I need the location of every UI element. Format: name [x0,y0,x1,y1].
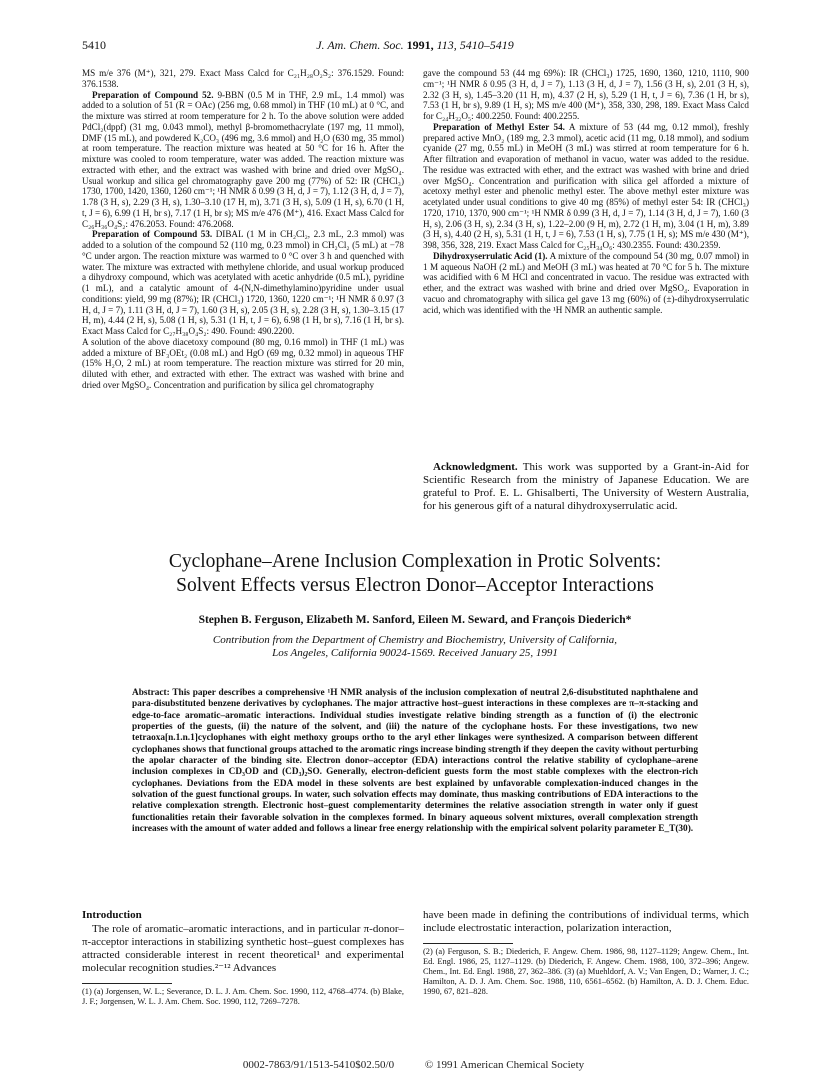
running-header [82,38,748,54]
footnote-right: (2) (a) Ferguson, S. B.; Diederich, F. Angew. Chem. 1986, 98, 1127–1129; Angew. Chem., Int. Ed. Engl. 1986, 25, 1127–1129. (b) Diederich, F. Angew. Chem. 1988, 100, 372–396; Angew. Chem., Int. Ed. Engl. 1988, 27, 362–386. (3) (a) Muehldorf, A. V.; Van Engen, D.; Warner, J. C.; Hamilton, A. D. J. Am. Chem. Soc. 1988, 110, 6561–6562. (b) Hamilton, A. D. J. Chem. Educ. 1990, 67, 821–828. [423,947,749,996]
author-list: Stephen B. Ferguson, Elizabeth M. Sanford, Eileen M. Seward, and François Diederich* [198,614,632,626]
introduction-heading: Introduction [82,909,142,921]
affiliation-line: Los Angeles, California 90024-1569. Received January 25, 1991 [272,647,558,659]
paragraph: A solution of the above diacetoxy compound (80 mg, 0.16 mmol) in THF (1 mL) was added a mixture of BF₃OEt₂ (0.08 mL) and HgO (69 mg, 0.32 mmol) in aqueous THF (15% H₂O, 2 mL) at room temperature. The reaction mixture was stirred for 20 min, diluted with ether, and extracted with ether. The extract was washed with brine and dried over MgSO₄. Concentration and purification by silica gel chromatography [82,336,404,390]
experimental-right-column [423,68,749,315]
paragraph [82,229,404,337]
introduction-text: The role of aromatic–aromatic interactions, and in particular π-donor–π-acceptor interactions in stabilizing synthetic host–guest complexes has attracted considerable interest in recent theoretical¹ and experimental molecular recognition studies.²⁻¹² Advances [82,923,404,974]
paragraph-heading: Preparation of Compound 53. [92,229,213,240]
abstract-body: This paper describes a comprehensive ¹H NMR analysis of the inclusion complexation of neutral 2,6-disubstituted naphthalene and para-disubstituted benzene derivatives by cyclophanes. The major attractive host–guest interactions in these complexes are π–π-stacking and edge-to-face aromatic–aromatic interactions. Individual studies investigate relative binding strength as a function of (i) the electronic properties of the guests, (ii) the nature of the solvent, and (iii) the nature of the cyclophane hosts. For these investigations, two new tetraoxa[n.1.n.1]cyclophanes with eight methoxy groups ortho to the aryl ether linkages were synthesized. A comparison between different cyclophanes shows that functional groups attached to the aromatic rings increase binding strength if they deepen the cavity without perturbing the apolar character of the binding site. Electron donor–acceptor (EDA) interactions control the relative stability of cyclophane–arene inclusion complexes in CD₃OD and (CD₃)₂SO. Generally, electron-deficient guests form the most stable complexes with the electron-rich cyclophanes. Deviations from the EDA model in these solvents are best explained by unfavorable complexation-induced changes in the solvation of the guest functional groups. In water, such solvation effects may dominate, thus masking contributions of EDA interactions to the relative complexation strength. Electronic host–guest complementarity determines the relative association strength in water only if guest functionalities retain their favorable solvation in the complexes formed. In binary aqueous solvent mixtures, overall complexation strength increases with the amount of water added and follows a linear free energy relationship with the empirical solvent polarity parameter E_T(30). [132,688,698,835]
page-number: 5410 [82,38,106,52]
title-line: Solvent Effects versus Electron Donor–Acceptor Interactions [176,575,654,596]
footnote-left: (1) (a) Jorgensen, W. L.; Severance, D. L. J. Am. Chem. Soc. 1990, 112, 4768–4774. (b) Blake, J. F.; Jorgensen, W. L. J. Am. Chem. Soc. 1990, 112, 7269–7278. [82,987,404,1006]
introduction-right: have been made in defining the contributions of individual terms, which include electrostatic interaction, polarization interaction, [423,909,749,934]
journal-volume: 113, [436,38,457,52]
journal-name: J. Am. Chem. Soc. [316,38,404,52]
page-footer [0,1059,827,1071]
acknowledgment-body: This work was supported by a Grant-in-Aid for Scientific Research from the ministry of Japanese Education. We are grateful to Prof. E. L. Ghisalberti, The University of Western Australia, for his generous gift of a natural dihydroxyserrulatic acid. [423,461,749,512]
paragraph-body: DIBAL (1 M in CH₂Cl₂, 2.3 mL, 2.3 mmol) was added to a solution of the compound 52 (110 mg, 0.23 mmol) in CH₂Cl₂ (5 mL) at −78 °C under argon. The reaction mixture was warmed to 0 °C over 3 h and quenched with water. The mixture was extracted with methylene chloride, and usual workup produced a dihydroxy compound, which was acetylated with acetic anhydride (0.5 mL), pyridine (1 mL), and a catalytic amount of 4-(N,N-dimethylamino)pyridine under usual conditions: yield, 99 mg (87%); IR (CHCl₃) 1720, 1360, 1220 cm⁻¹; ¹H NMR δ 0.97 (3 H, d, J = 7), 1.11 (3 H, d, J = 7), 1.60 (3 H, s), 2.05 (3 H, s), 2.28 (3 H, s), 1.30–3.15 (17 H, m), 4.44 (2 H, s), 5.08 (1 H, s), 5.31 (1 H, t, J = 6), 6.98 (1 H, br s), 7.16 (1 H, br s). Exact Mass Calcd for C₂₇H₃₈O₄S₂: 490. Found: 490.2200. [82,229,404,336]
paragraph: MS m/e 376 (M⁺), 321, 279. Exact Mass Calcd for C₂₁H₂₈O₂S₂: 376.1529. Found: 376.1538. [82,68,404,89]
paragraph [82,90,404,230]
copyright: © 1991 American Chemical Society [424,1059,585,1071]
paragraph-heading: Preparation of Methyl Ester 54. [433,121,565,132]
paragraph [423,251,749,316]
affiliation-line: Contribution from the Department of Chemistry and Biochemistry, University of California, [212,634,618,646]
journal-year: 1991, [406,38,434,52]
paragraph-body: 9-BBN (0.5 M in THF, 2.9 mL, 1.4 mmol) was added to a solution of 51 (R = OAc) (256 mg, 0.68 mmol) in THF (10 mL) at 0 °C, and the mixture was stirred at room temperature for 2 h. To the above solution were added PdCl₂(dppf) (31 mg, 0.043 mmol), methyl β-bromomethacrylate (197 mg, 11 mmol), DMF (15 mL), and powdered K₂CO₃ (496 mg, 3.6 mmol) and H₂O (630 mg, 35 mmol) at room temperature. The reaction mixture was heated at 50 °C for 16 h. After the mixture was cooled to room temperature, water was added. The reaction mixture was extracted with ether, and the extract was washed with brine and dried over MgSO₄. Usual workup and silica gel chromatography gave 200 mg (77%) of 52: IR (CHCl₃) 1730, 1700, 1420, 1360, 1260 cm⁻¹; ¹H NMR δ 0.99 (3 H, d, J = 7), 1.12 (3 H, d, J = 7), 1.78 (3 H, s), 2.29 (3 H, s), 1.30–3.10 (17 H, m), 3.71 (3 H, s), 5.09 (1 H, s), 6.70 (1 H, t, J = 6), 6.99 (1 H, br s), 7.17 (1 H, br s); MS m/e 476 (M⁺), 416. Exact Mass Calcd for C₂₆H₃₆O₄S₂: 476.2053. Found: 476.2068. [82,89,405,229]
issn-code: 0002-7863/91/1513-5410$02.50/0 [242,1059,395,1071]
affiliation [82,634,748,660]
paragraph-body: A mixture of the compound 54 (30 mg, 0.07 mmol) in 1 M aqueous NaOH (2 mL) and MeOH (3 mL) was heated at 70 °C for 5 h. The mixture was acidified with 6 M HCl and concentrated in vacuo. The residue was extracted with ether, and the extract was washed with brine and dried over MgSO₄. Evaporation in vacuo and chromatography with silica gel gave 13 mg (60%) of (±)-dihydroxyserrulatic acid, which was identified with the ¹H NMR an authentic sample. [423,250,749,315]
article-title [82,550,748,598]
acknowledgment-heading: Acknowledgment. [433,461,518,473]
abstract-heading: Abstract: [132,688,170,698]
paragraph: gave the compound 53 (44 mg 69%): IR (CHCl₃) 1725, 1690, 1360, 1210, 1110, 900 cm⁻¹; ¹H NMR δ 0.95 (3 H, d, J = 7), 1.13 (3 H, d, J = 7), 1.56 (3 H, s), 2.01 (3 H, s), 2.32 (3 H, s), 1.45–3.20 (11 H, m), 4.37 (2 H, s), 5.29 (1 H, t, J = 6), 7.36 (1 H, br s), 7.53 (1 H, br s), 9.89 (1 H, s); MS m/e 400 (M⁺), 358, 330, 298, 189. Exact Mass Calcd for C₂₄H₃₂O₅: 400.2250. Found: 400.2255. [423,68,749,121]
footnote-divider [82,983,172,984]
abstract [132,688,698,835]
paragraph-body: A mixture of 53 (44 mg, 0.12 mmol), freshly prepared active MnO₂ (189 mg, 2.3 mmol), acetic acid (11 mg, 0.18 mmol), and sodium cyanide (27 mg, 0.55 mL) in MeOH (3 mL) was stirred at room temperature for 6 h. After filtration and evaporation of methanol in vacuo, water was added to the residue. The residue was extracted with ether, and the extract was washed with brine and dried over MgSO₄. Concentration and purification with silica gel afforded a mixture of acetoxy methyl ester and phenolic methyl ester. The above methyl ester mixture was acetylated under usual conditions to give 40 mg (85%) of methyl ester 54: IR (CHCl₃) 1720, 1710, 1370, 900 cm⁻¹; ¹H NMR δ 0.99 (3 H, d, J = 7), 1.14 (3 H, d, J = 7), 1.60 (3 H, s), 2.06 (3 H, s), 2.34 (3 H, s), 1.22–2.00 (9 H, m), 2.72 (1 H, m), 3.04 (1 H, m), 3.89 (3 H, s), 4.40 (2 H, s), 5.31 (1 H, t, J = 6), 7.53 (1 H, s), 7.75 (1 H, s); MS m/e 430 (M⁺), 398, 356, 328, 219. Exact Mass Calcd for C₂₅H₃₄O₆: 430.2355. Found: 430.2359. [423,121,750,250]
acknowledgment [423,461,749,513]
introduction-left [82,909,404,975]
footnote-divider [423,943,513,944]
title-line: Cyclophane–Arene Inclusion Complexation in Protic Solvents: [168,551,662,572]
journal-pages: 5410–5419 [459,38,514,52]
paragraph-heading: Dihydroxyserrulatic Acid (1). [433,250,548,261]
paragraph [423,122,749,251]
experimental-left-column [82,68,404,391]
journal-citation [82,38,748,53]
paragraph-heading: Preparation of Compound 52. [92,89,214,100]
